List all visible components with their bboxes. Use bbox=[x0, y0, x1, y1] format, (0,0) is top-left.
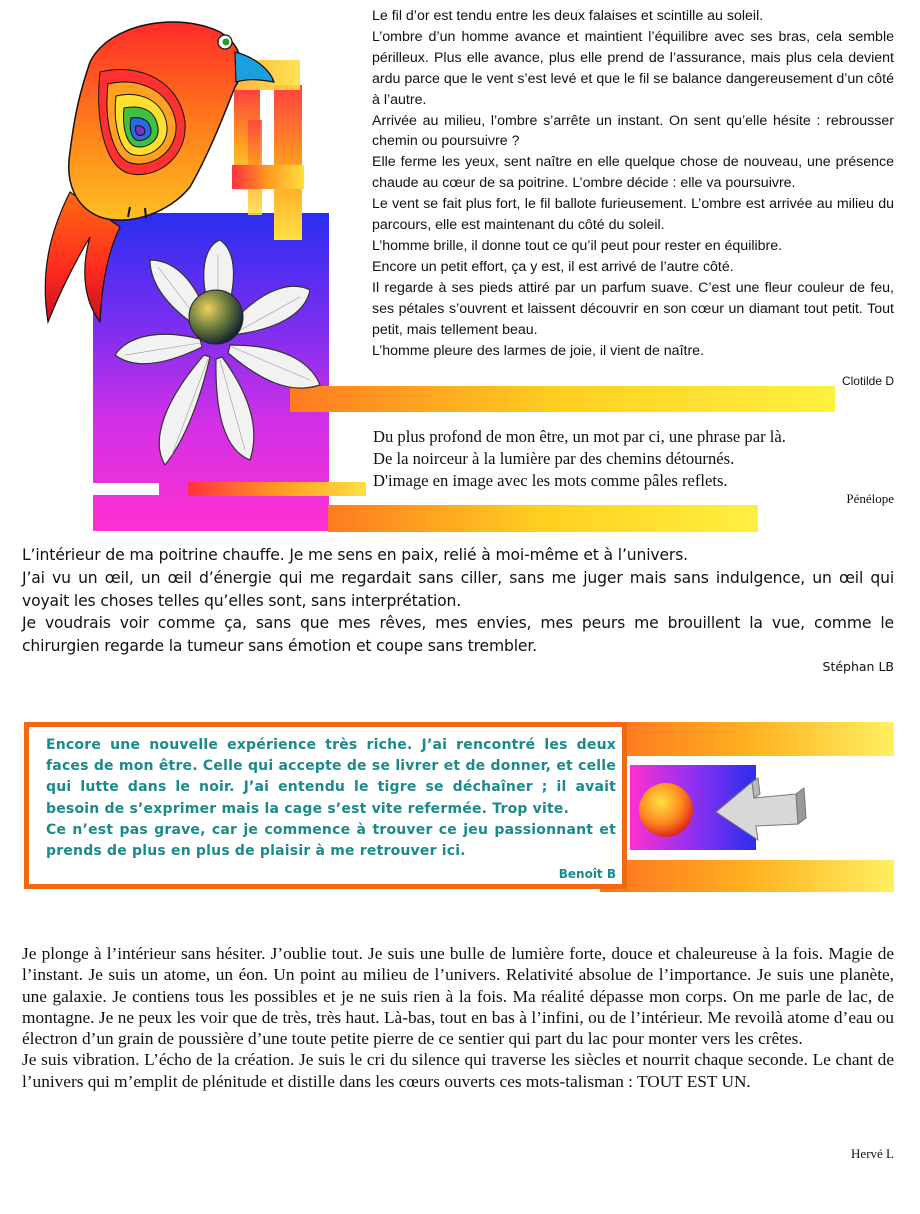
clotilde-paragraph: Arrivée au milieu, l’ombre s’arrête un instant. On sent qu’elle hésite : rebrousser chemin ou poursuivre ? bbox=[372, 112, 894, 150]
art-bar-bottom bbox=[328, 505, 758, 532]
clotilde-paragraph: Il regarde à ses pieds attiré par un parfum suave. C’est une fleur couleur de feu, ses pétales s’ouvrent et laissent découvrir en son cœur un diamant tout petit. Tout petit, mais tellement beau. bbox=[372, 279, 894, 338]
flower-center bbox=[189, 290, 243, 344]
flower-petal bbox=[159, 355, 210, 465]
text-clotilde bbox=[372, 6, 894, 361]
stephan-paragraph: J’ai vu un œil, un œil d’énergie qui me regardait sans ciller, sans me juger mais sans indulgence, un œil qui voyait les choses telles qu’elles sont, sans interprétation. bbox=[22, 568, 894, 610]
penelope-line: D'image en image avec les mots comme pâles reflets. bbox=[373, 471, 728, 490]
signature-stephan: Stéphan LB bbox=[822, 659, 894, 674]
text-penelope bbox=[373, 426, 898, 492]
signature-herve: Hervé L bbox=[851, 1146, 894, 1161]
art-bar-box-bottom bbox=[600, 860, 894, 892]
clotilde-paragraph: Encore un petit effort, ça y est, il est arrivé de l’autre côté. bbox=[372, 258, 734, 275]
flower-illustration bbox=[110, 235, 330, 485]
clotilde-paragraph: Le fil d’or est tendu entre les deux falaises et scintille au soleil. bbox=[372, 8, 764, 24]
penelope-line: Du plus profond de mon être, un mot par ci, une phrase par là. bbox=[373, 427, 786, 446]
text-benoit bbox=[46, 735, 616, 862]
signature-penelope: Pénélope bbox=[846, 491, 894, 506]
clotilde-paragraph: L’ombre d’un homme avance et maintient l’équilibre avec ses bras, cela semble périlleux. Plus elle avance, plus elle prend de l’assurance, mais plus cela devient ardu parce que le vent s’est levé et que le fil se balance dangereusement d’un côté à l’autre. bbox=[372, 28, 894, 108]
signature-benoit: Benoît B bbox=[558, 867, 616, 881]
benoit-paragraph: Ce n’est pas grave, car je commence à trouver ce jeu passionnant et prends de plus en plus de plaisir à me retrouver ici. bbox=[46, 821, 616, 860]
stephan-paragraph: Je voudrais voir comme ça, sans que mes rêves, mes envies, mes peurs me brouillent la vue, comme le chirurgien regarde la tumeur sans émotion et coupe sans trembler. bbox=[22, 614, 894, 656]
stephan-paragraph: L’intérieur de ma poitrine chauffe. Je me sens en paix, relié à moi-même et à l’univers. bbox=[22, 546, 688, 564]
clotilde-paragraph: L’homme brille, il donne tout ce qu’il peut pour rester en équilibre. bbox=[372, 237, 783, 254]
signature-clotilde: Clotilde D bbox=[841, 374, 894, 388]
art-bar-box-top bbox=[600, 722, 894, 756]
text-herve bbox=[22, 943, 894, 1092]
arrow-left-icon bbox=[712, 776, 808, 844]
sphere-illustration bbox=[636, 780, 696, 840]
herve-paragraph: Je suis vibration. L’écho de la création. Je suis le cri du silence qui traverse les siècles et nourrit chaque seconde. Le chant de l’univers qui m’emplit de plénitude et distille dans les cœurs ouverts ces mots-talisman : TOUT EST UN. bbox=[22, 1050, 894, 1091]
herve-paragraph: Je plonge à l’intérieur sans hésiter. J’oublie tout. Je suis une bulle de lumière forte, douce et chaleureuse à la fois. Magie de l’instant. Je suis un atome, un éon. Un point au milieu de l’univers. Relativité absolue de l’importance. Je suis une planète, une galaxie. Je contiens tous les possibles et je ne suis rien à la fois. Ma réalité dépasse mon corps. On me parle de lac, de montagne. Je ne peux les voir que de très, très haut. Là-bas, tout en bas à l’infini, ou de l’intérieur. Me revoilà atome d’eau ou électron d’un grain de poussière d’une toute petite pierre de ce sentier qui part du lac pour monter vers les crêtes. bbox=[22, 944, 894, 1049]
clotilde-paragraph: Le vent se fait plus fort, le fil ballote furieusement. L’ombre est arrivée au milieu du parcours, elle est maintenant du côté du soleil. bbox=[372, 196, 894, 234]
flower-petal bbox=[216, 357, 254, 460]
clotilde-paragraph: L’homme pleure des larmes de joie, il vient de naître. bbox=[372, 342, 705, 359]
clotilde-paragraph: Elle ferme les yeux, sent naître en elle quelque chose de nouveau, une présence chaude au cœur de sa poitrine. L’ombre décide : elle va poursuivre. bbox=[372, 154, 894, 192]
penelope-line: De la noirceur à la lumière par des chemins détournés. bbox=[373, 449, 735, 468]
bird-beak bbox=[235, 52, 274, 82]
art-bar-under-text bbox=[290, 386, 835, 412]
text-stephan bbox=[22, 544, 894, 658]
benoit-paragraph: Encore une nouvelle expérience très riche. J’ai rencontré les deux faces de mon être. Celle qui accepte de se livrer et de donner, et celle qui lutte dans le noir. J’ai entendu le tigre se déchaîner ; il avait besoin de s’exprimer mais la cage s’est vite refermée. Trop vite. bbox=[46, 737, 616, 817]
flower-petal bbox=[115, 334, 202, 364]
